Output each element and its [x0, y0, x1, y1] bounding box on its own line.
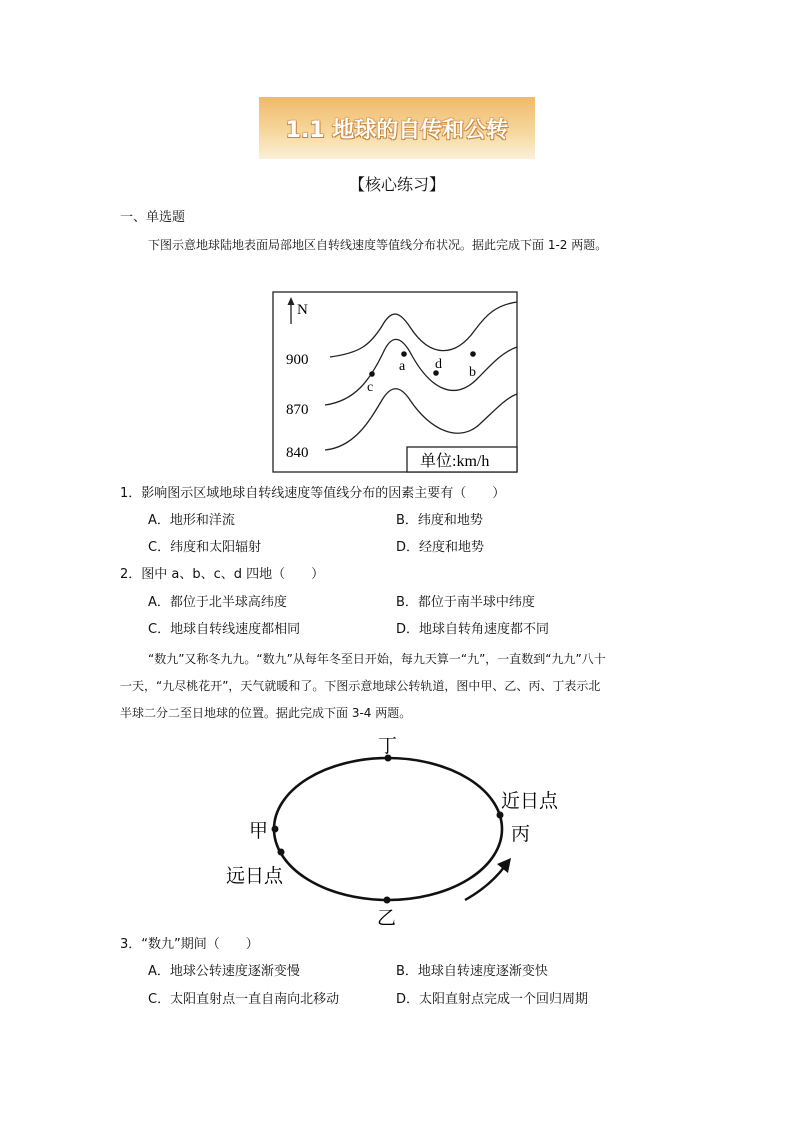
north-label: N: [297, 302, 308, 318]
title-banner: [259, 97, 535, 159]
aphelion-label: 远日点: [226, 866, 284, 887]
point-b-label: b: [469, 365, 476, 380]
question-1-stem: 1．影响图示区域地球自转线速度等值线分布的因素主要有（ ）: [120, 486, 506, 501]
point-b: [470, 351, 476, 357]
isoline-label-870: 870: [286, 402, 309, 418]
orbit-figure: [215, 728, 575, 928]
point-c: [369, 371, 375, 377]
position-jia-label: 甲: [249, 821, 269, 842]
orbit-direction-arrow-icon: [465, 866, 505, 900]
question-3-option-b: B．地球自转速度逐渐变快: [396, 964, 548, 979]
isoline-label-840: 840: [286, 445, 309, 461]
point-d-label: d: [435, 357, 442, 372]
question-1-option-b: B．纬度和地势: [396, 513, 483, 528]
position-jia-dot: [272, 826, 279, 833]
intro-text: 下图示意地球陆地表面局部地区自转线速度等值线分布状况。据此完成下面 1-2 两题。: [148, 238, 608, 252]
passage-line-1: “数九”又称冬九九。“数九”从每年冬至日开始，每九天算一“九”，一直数到“九九”八十: [148, 652, 606, 666]
position-ding-label: 丁: [378, 736, 398, 757]
point-a: [401, 351, 407, 357]
question-1-option-a: A．地形和洋流: [148, 513, 235, 528]
question-1-option-c: C．纬度和太阳辐射: [148, 540, 262, 555]
question-2-stem: 2．图中 a、b、c、d 四地（ ）: [120, 567, 325, 582]
question-2-option-a: A．都位于北半球高纬度: [148, 595, 287, 610]
position-yi-label: 乙: [377, 908, 397, 928]
point-a-label: a: [399, 359, 406, 374]
page-title: 1.1 地球的自传和公转: [285, 117, 509, 143]
perihelion-label: 近日点: [501, 791, 559, 812]
point-c-label: c: [367, 380, 374, 395]
unit-label: 单位:km/h: [420, 453, 490, 470]
position-bing-label: 丙: [511, 824, 531, 845]
question-3-option-c: C．太阳直射点一直自南向北移动: [148, 992, 340, 1007]
isoline-figure: [270, 290, 520, 475]
question-2-option-d: D．地球自转角速度都不同: [396, 622, 550, 637]
position-yi-dot: [384, 897, 391, 904]
perihelion-dot: [497, 812, 504, 819]
isoline-label-900: 900: [286, 352, 309, 368]
question-3-option-a: A．地球公转速度逐渐变慢: [148, 964, 300, 979]
question-2-option-b: B．都位于南半球中纬度: [396, 595, 535, 610]
orbit-arrowhead-icon: [497, 858, 511, 873]
section-title: 【核心练习】: [348, 175, 445, 194]
aphelion-dot: [278, 849, 285, 856]
part-heading: 一、单选题: [120, 210, 186, 225]
passage-line-3: 半球二分二至日地球的位置。据此完成下面 3-4 两题。: [120, 706, 412, 720]
question-3-stem: 3．“数九”期间（ ）: [120, 937, 259, 952]
orbit-ellipse: [274, 758, 502, 900]
question-3-option-d: D．太阳直射点完成一个回归周期: [396, 992, 589, 1007]
question-2-option-c: C．地球自转线速度都相同: [148, 622, 301, 637]
passage-line-2: 一天，“九尽桃花开”，天气就暖和了。下图示意地球公转轨道，图中甲、乙、丙、丁表示北: [120, 679, 601, 693]
question-1-option-d: D．经度和地势: [396, 540, 485, 555]
